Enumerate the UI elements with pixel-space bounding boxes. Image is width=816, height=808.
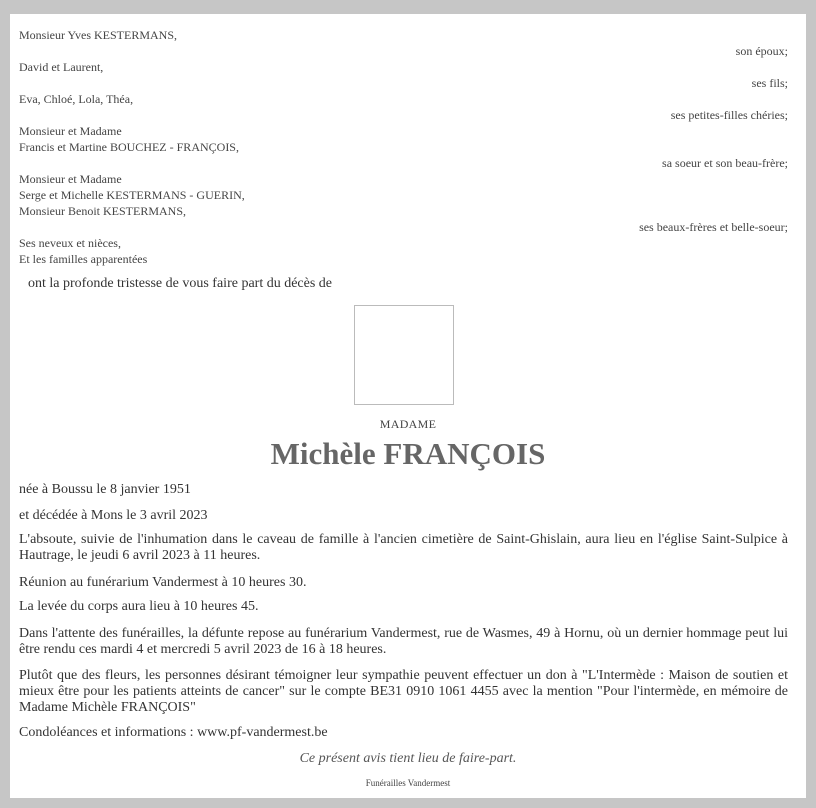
funeral-home-footer: Funérailles Vandermest	[365, 778, 451, 788]
notice-mention: Ce présent avis tient lieu de faire-part.	[299, 751, 517, 766]
gathering-info: Réunion au funérarium Vandermest à 10 heures 30.	[19, 575, 307, 590]
deceased-name: Michèle FRANÇOIS	[270, 436, 546, 471]
donation-info: Plutôt que des fleurs, les personnes désirant témoigner leur sympathie peuvent effectuer un don à "L'Intermède : Maison de soutien et mieux être pour les patients atteints de cancer" sur le compte BE31 0910 1061 4455 avec la mention "Pour l'intermède, en mémoire de Madame Michèle FRANÇOIS"	[19, 668, 788, 715]
death-info: et décédée à Mons le 3 avril 2023	[19, 508, 208, 523]
family-granddaughters: Eva, Chloé, Lola, Théa,	[19, 92, 134, 106]
condolences-info: Condoléances et informations : www.pf-vandermest.be	[19, 725, 328, 740]
visitation-info: Dans l'attente des funérailles, la défunte repose au funérarium Vandermest, rue de Wasmes, 49 à Hornu, où un dernier hommage peut lui être rendu ces mardi 4 et mercredi 5 avril 2023 de 16 à 18 heures.	[19, 626, 788, 657]
relation-spouse: son époux;	[735, 44, 788, 58]
relation-sons: ses fils;	[751, 76, 788, 90]
family-yves: Monsieur Yves KESTERMANS,	[19, 28, 178, 42]
birth-info: née à Boussu le 8 janvier 1951	[19, 482, 191, 497]
obituary-sheet	[10, 14, 806, 798]
family-inlaws-benoit: Monsieur Benoit KESTERMANS,	[19, 204, 187, 218]
departure-info: La levée du corps aura lieu à 10 heures 45.	[19, 599, 259, 614]
funeral-ceremony-info: L'absoute, suivie de l'inhumation dans le caveau de famille à l'ancien cimetière de Saint-Ghislain, aura lieu en l'église Saint-Sulpice à Hautrage, le jeudi 6 avril 2023 à 11 heures.	[19, 532, 788, 563]
family-related: Et les familles apparentées	[19, 252, 148, 266]
civility-title: MADAME	[379, 417, 437, 431]
relation-granddaughters: ses petites-filles chéries;	[670, 108, 788, 122]
family-sons: David et Laurent,	[19, 60, 104, 74]
family-inlaws-title: Monsieur et Madame	[19, 172, 122, 186]
family-sister-names: Francis et Martine BOUCHEZ - FRANÇOIS,	[19, 140, 239, 154]
portrait-placeholder	[354, 305, 454, 405]
announcement-intro: ont la profonde tristesse de vous faire part du décès de	[28, 276, 333, 291]
family-sister-title: Monsieur et Madame	[19, 124, 122, 138]
relation-sister: sa soeur et son beau-frère;	[662, 156, 788, 170]
family-inlaws-names: Serge et Michelle KESTERMANS - GUERIN,	[19, 188, 245, 202]
family-nephews: Ses neveux et nièces,	[19, 236, 121, 250]
relation-inlaws: ses beaux-frères et belle-soeur;	[639, 220, 788, 234]
